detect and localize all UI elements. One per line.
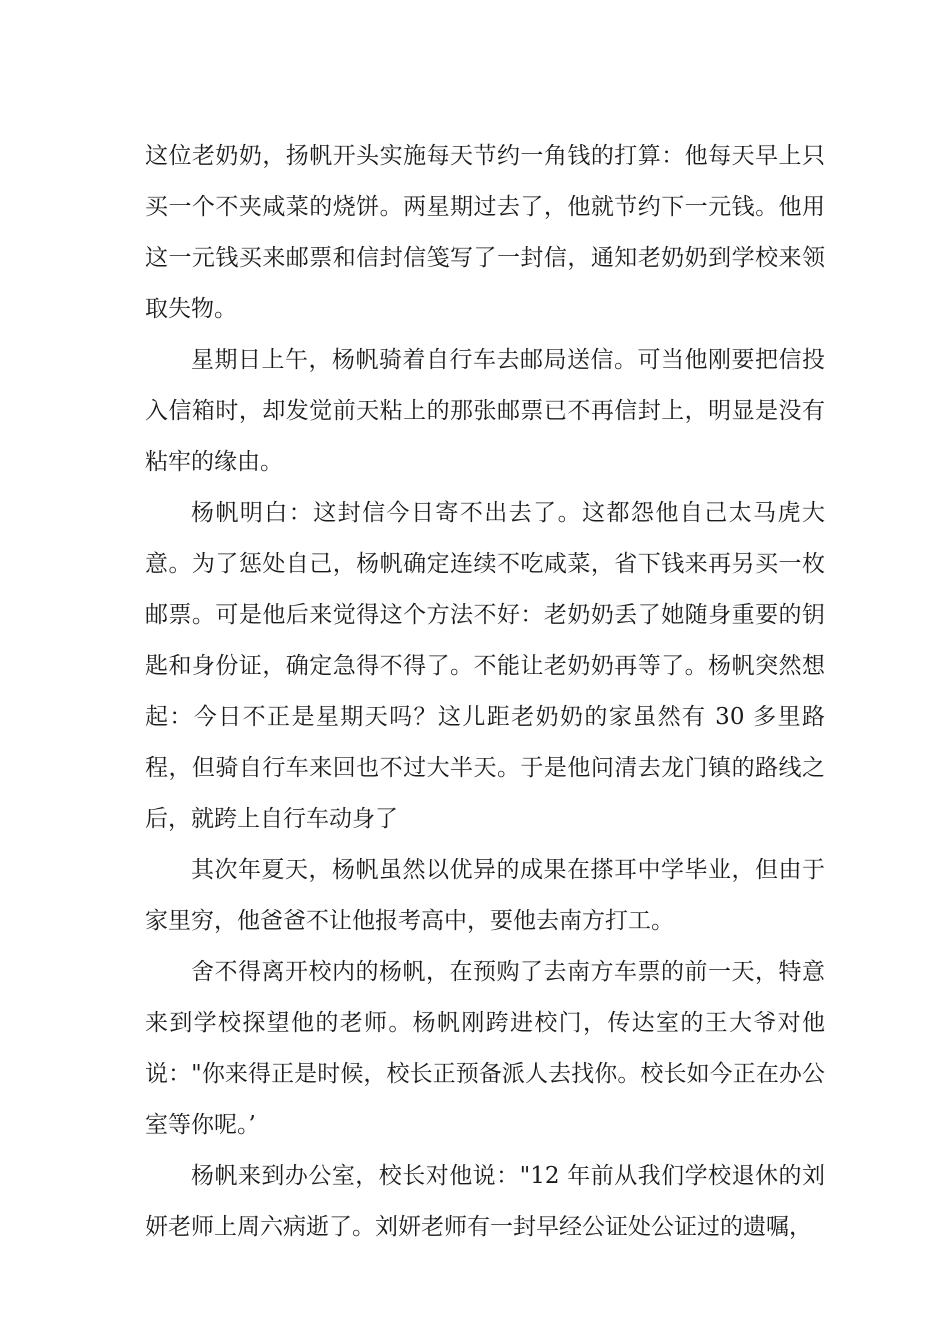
document-body — [145, 131, 825, 1253]
paragraph-5: 舍不得离开校内的杨帆，在预购了去南方车票的前一天，特意来到学校探望他的老师。杨帆刚跨进校门，传达室的王大爷对他说："你来得正是时候，校长正预备派人去找你。校长如今正在办公室等你呢。’ — [145, 959, 825, 1138]
paragraph-6: 杨帆来到办公室，校长对他说："12 年前从我们学校退休的刘妍老师上周六病逝了。刘妍老师有一封早经公证处公证过的遗嘱， — [145, 1163, 825, 1240]
paragraph-1: 这位老奶奶，扬帆开头实施每天节约一角钱的打算：他每天早上只买一个不夹咸菜的烧饼。两星期过去了，他就节约下一元钱。他用这一元钱买来邮票和信封信笺写了一封信，通知老奶奶到学校来领取失物。 — [145, 143, 825, 322]
paragraph-3: 杨帆明白：这封信今日寄不出去了。这都怨他自己太马虎大意。为了惩处自己，杨帆确定连续不吃咸菜，省下钱来再另买一枚邮票。可是他后来觉得这个方法不好：老奶奶丢了她随身重要的钥匙和身份证，确定急得不得了。不能让老奶奶再等了。杨帆突然想起：今日不正是星期天吗？这儿距老奶奶的家虽然有 30 多里路程，但骑自行车来回也不过大半天。于是他问清去龙门镇的路线之后，就跨上自行车动身了 — [145, 500, 825, 832]
paragraph-4: 其次年夏天，杨帆虽然以优异的成果在搽耳中学毕业，但由于家里穷，他爸爸不让他报考高中，要他去南方打工。 — [145, 857, 825, 934]
paragraph-2: 星期日上午，杨帆骑着自行车去邮局送信。可当他刚要把信投入信箱时，却发觉前天粘上的那张邮票已不再信封上，明显是没有粘牢的缘由。 — [145, 347, 825, 475]
